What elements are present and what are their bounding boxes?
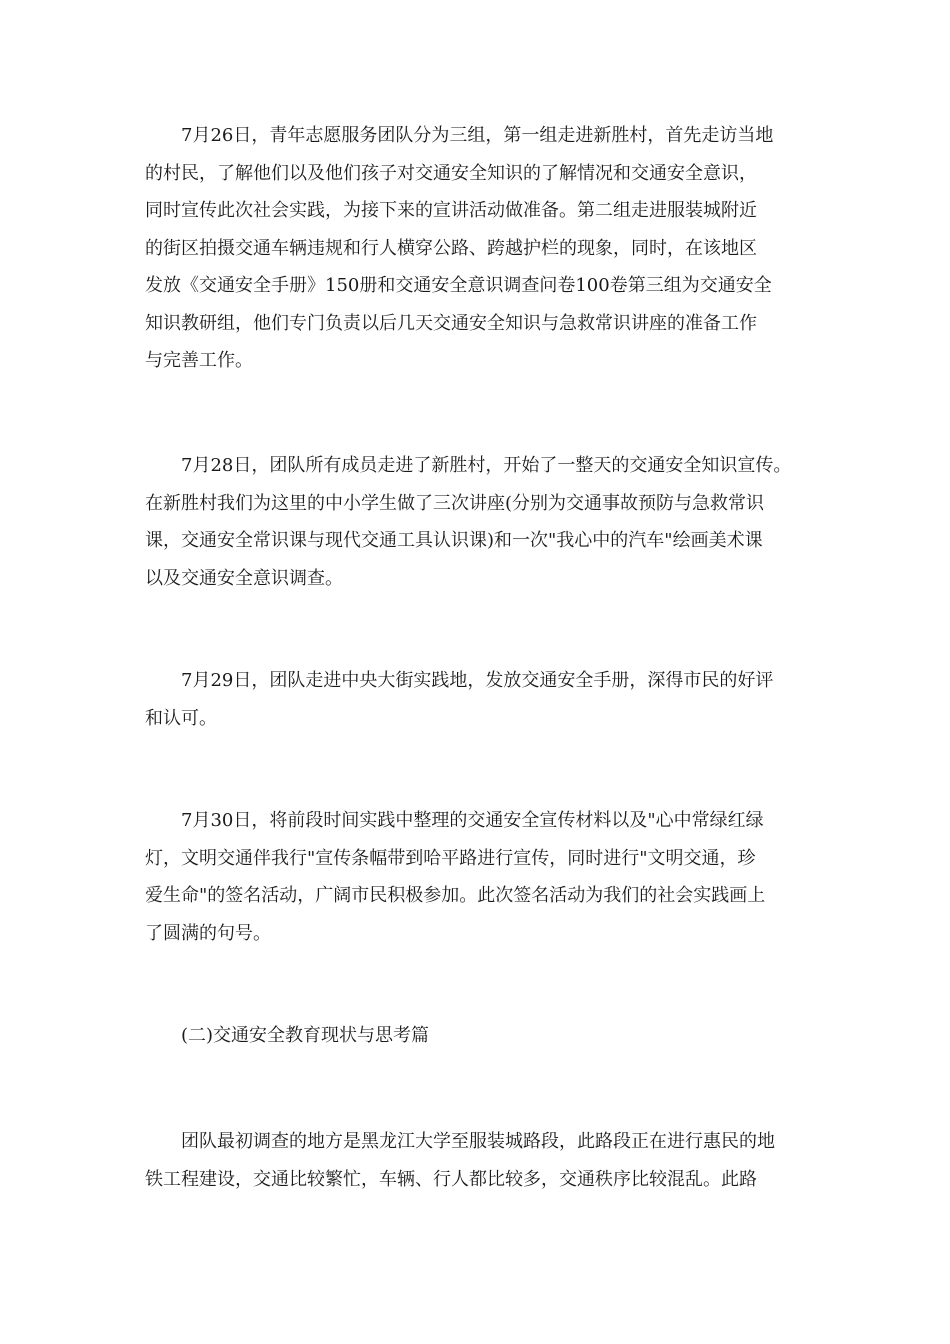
text-line: 发放《交通安全手册》150册和交通安全意识调查问卷100卷第三组为交通安全 xyxy=(145,275,772,296)
text-line: 爱生命"的签名活动，广阔市民积极参加。此次签名活动为我们的社会实践画上 xyxy=(145,885,766,906)
text-line: 知识教研组，他们专门负责以后几天交通安全知识与急救常识讲座的准备工作 xyxy=(145,312,757,334)
paragraph-july-28 xyxy=(145,447,825,597)
text-line: 课，交通安全常识课与现代交通工具认识课)和一次"我心中的汽车"绘画美术课 xyxy=(145,530,763,551)
text-line: 和认可。 xyxy=(145,707,217,729)
paragraph-survey xyxy=(145,1123,825,1198)
text-line: 7月26日，青年志愿服务团队分为三组，第一组走进新胜村，首先走访当地 xyxy=(145,125,774,146)
text-line: 7月29日，团队走进中央大街实践地，发放交通安全手册，深得市民的好评 xyxy=(145,670,774,691)
text-line: 以及交通安全意识调查。 xyxy=(145,567,343,589)
paragraph-july-26 xyxy=(145,117,825,380)
text-line: 同时宣传此次社会实践，为接下来的宣讲活动做准备。第二组走进服装城附近 xyxy=(145,200,757,221)
paragraph-july-30 xyxy=(145,802,825,952)
section-heading xyxy=(145,1017,825,1055)
text-line: 团队最初调查的地方是黑龙江大学至服装城路段，此路段正在进行惠民的地 xyxy=(145,1131,775,1152)
text-line: 的村民，了解他们以及他们孩子对交通安全知识的了解情况和交通安全意识， xyxy=(145,162,757,184)
text-line: 7月28日，团队所有成员走进了新胜村，开始了一整天的交通安全知识宣传。 xyxy=(145,455,792,476)
text-line: 铁工程建设，交通比较繁忙，车辆、行人都比较多，交通秩序比较混乱。此路 xyxy=(145,1168,757,1190)
text-line: 灯，文明交通伴我行"宣传条幅带到哈平路进行宣传，同时进行"文明交通，珍 xyxy=(145,847,756,869)
text-line: 的街区拍摄交通车辆违规和行人横穿公路、跨越护栏的现象，同时，在该地区 xyxy=(145,237,757,259)
text-line: 与完善工作。 xyxy=(145,350,253,371)
paragraph-july-29 xyxy=(145,662,825,737)
heading-text: (二)交通安全教育现状与思考篇 xyxy=(145,1025,430,1046)
text-line: 在新胜村我们为这里的中小学生做了三次讲座(分别为交通事故预防与急救常识 xyxy=(145,492,765,514)
text-line: 7月30日，将前段时间实践中整理的交通安全宣传材料以及"心中常绿红绿 xyxy=(145,810,764,831)
text-line: 了圆满的句号。 xyxy=(145,922,271,944)
